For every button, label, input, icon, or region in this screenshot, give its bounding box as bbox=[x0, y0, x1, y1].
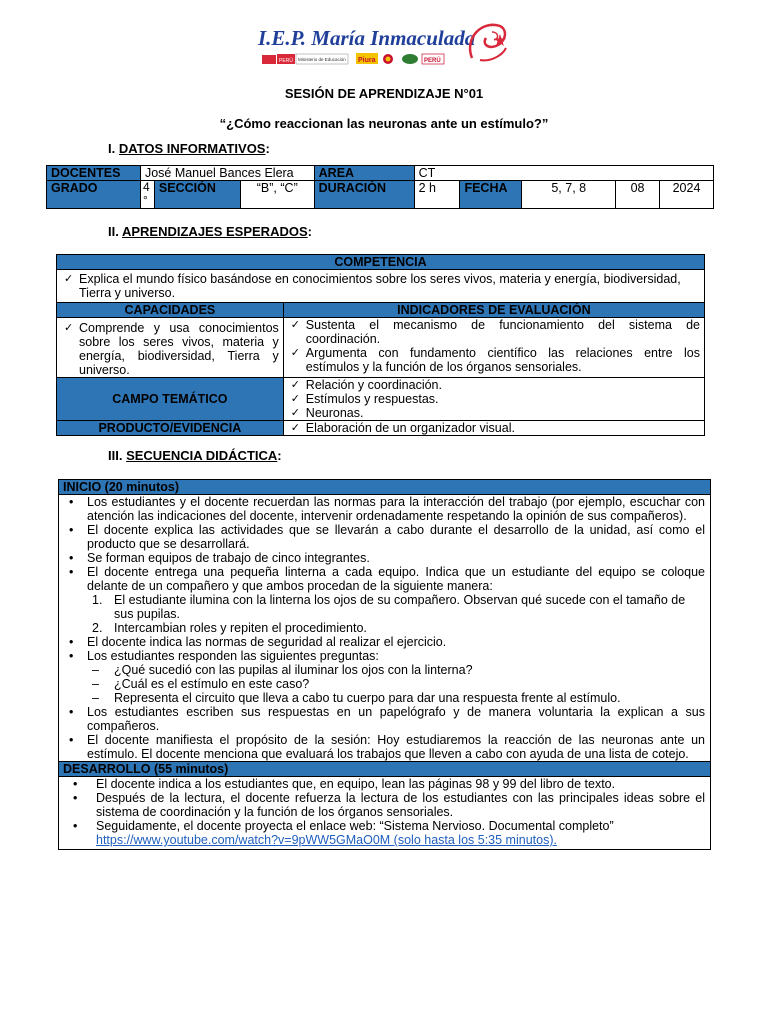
inicio-item: • El docente manifiesta el propósito de la sesión: Hoy estudiaremos la reacción de las neuronas ante un estímulo. El docente menciona que evaluará los trabajos que lleven a cabo con ayuda de una lista de cotejo. bbox=[64, 733, 705, 761]
campo-tematico-label: CAMPO TEMÁTICO bbox=[57, 378, 284, 421]
competencia-header: COMPETENCIA bbox=[57, 255, 705, 270]
competencia-text: ✓ Explica el mundo físico basándose en conocimientos sobre los seres vivos, materia y energía, biodiversidad, Tierra y universo. bbox=[61, 272, 700, 300]
producto-cell bbox=[283, 421, 704, 436]
area-value: CT bbox=[414, 166, 713, 181]
peru-label: PERÚ bbox=[279, 58, 293, 64]
inicio-item: • El docente explica las actividades que se llevarán a cabo durante el desarrollo de la unidad, así como el producto que se desarrollará. bbox=[64, 523, 705, 551]
capacidad-text: ✓ Comprende y usa conocimientos sobre los seres vivos, materia y energía, biodiversidad, Tierra y universo. bbox=[61, 321, 279, 377]
minedu-label: Ministerio de Educación bbox=[298, 57, 346, 62]
inicio-item: • Los estudiantes responden las siguientes preguntas: bbox=[64, 649, 705, 663]
peru-brand-label: PERÚ bbox=[424, 58, 441, 64]
campo-item: ✓ Neuronas. bbox=[288, 406, 700, 420]
docentes-value: José Manuel Bances Elera bbox=[140, 166, 314, 181]
campo-item: ✓ Estímulos y respuestas. bbox=[288, 392, 700, 406]
session-question: “¿Cómo reaccionan las neuronas ante un estímulo?” bbox=[219, 116, 549, 131]
inicio-item: • El docente entrega una pequeña linterna a cada equipo. Indica que un estudiante del equipo se coloque delante de un compañero y que ambos procedan de la siguiente manera: bbox=[64, 565, 705, 593]
secuencia-table bbox=[58, 479, 711, 850]
desarrollo-item: • Después de la lectura, el docente refuerza la lectura de los estudiantes con las principales ideas sobre el sistema de coordinación y la función de los órganos sensoriales. bbox=[64, 791, 705, 819]
piura-label: Piura bbox=[358, 57, 376, 64]
section-label: SECUENCIA DIDÁCTICA bbox=[126, 448, 278, 463]
school-name: I.E.P. María Inmaculada bbox=[258, 26, 476, 50]
desarrollo-item: • El docente indica a los estudiantes que, en equipo, lean las páginas 98 y 99 del libro de texto. bbox=[64, 777, 705, 791]
area-label: AREA bbox=[314, 166, 414, 181]
producto-label: PRODUCTO/EVIDENCIA bbox=[57, 421, 284, 436]
pregunta-item: – Representa el circuito que lleva a cabo tu cuerpo para dar una respuesta frente al estímulo. bbox=[64, 691, 705, 705]
competencia-cell bbox=[57, 270, 705, 303]
institution-logos bbox=[262, 52, 452, 64]
indicador-item: ✓ Argumenta con fundamento científico las relaciones entre los estímulos y la función de los órganos sensoriales. bbox=[288, 346, 700, 374]
seccion-value: “B”, “C” bbox=[240, 181, 314, 209]
aprendizajes-table bbox=[56, 254, 705, 436]
datos-informativos-table bbox=[46, 165, 714, 209]
seccion-label: SECCIÓN bbox=[154, 181, 240, 209]
capacidad-cell bbox=[57, 318, 284, 378]
pregunta-item: – ¿Qué sucedió con las pupilas al iluminar los ojos con la linterna? bbox=[64, 663, 705, 677]
indicador-item: ✓ Sustenta el mecanismo de funcionamiento del sistema de coordinación. bbox=[288, 318, 700, 346]
grado-value: 4 ° bbox=[140, 181, 154, 209]
indicadores-cell bbox=[283, 318, 704, 378]
numbered-step: 2. Intercambian roles y repiten el procedimiento. bbox=[92, 621, 367, 635]
section-label: APRENDIZAJES ESPERADOS bbox=[121, 224, 308, 239]
section-heading-datos: I. DATOS INFORMATIVOS: bbox=[108, 141, 270, 156]
section-number: II. bbox=[108, 224, 119, 239]
producto-text: ✓ Elaboración de un organizador visual. bbox=[288, 421, 700, 435]
pregunta-item: – ¿Cuál es el estímulo en este caso? bbox=[64, 677, 705, 691]
star-icon bbox=[494, 34, 506, 46]
numbered-step: 1. El estudiante ilumina con la linterna los ojos de su compañero. Observan qué sucede con el tamaño de sus pupilas. bbox=[92, 593, 686, 621]
inicio-item: • El docente indica las normas de seguridad al realizar el ejercicio. bbox=[64, 635, 705, 649]
fecha-year: 2024 bbox=[660, 181, 714, 209]
section-label: DATOS INFORMATIVOS bbox=[118, 141, 266, 156]
duracion-label: DURACIÓN bbox=[314, 181, 414, 209]
desarrollo-cell bbox=[59, 777, 711, 850]
section-heading-secuencia: III. SECUENCIA DIDÁCTICA: bbox=[108, 448, 282, 463]
inicio-header: INICIO (20 minutos) bbox=[59, 480, 711, 495]
desarrollo-header: DESARROLLO (55 minutos) bbox=[59, 762, 711, 777]
fecha-day: 5, 7, 8 bbox=[522, 181, 616, 209]
section-number: III. bbox=[108, 448, 123, 463]
duracion-value: 2 h bbox=[414, 181, 460, 209]
desarrollo-item: • Seguidamente, el docente proyecta el enlace web: “Sistema Nervioso. Documental completo” https://www.youtube.com/watch?v=9pWW5GMaO0M (solo hasta los 5:35 minutos). bbox=[64, 819, 705, 847]
capacidades-header: CAPACIDADES bbox=[57, 303, 284, 318]
fecha-month: 08 bbox=[616, 181, 660, 209]
inicio-item: • Los estudiantes escriben sus respuestas en un papelógrafo y de manera voluntaria la explican a sus compañeros. bbox=[64, 705, 705, 733]
page-title: SESIÓN DE APRENDIZAJE N°01 bbox=[284, 86, 484, 101]
inicio-item: • Se forman equipos de trabajo de cinco integrantes. bbox=[64, 551, 705, 565]
section-number: I. bbox=[108, 141, 116, 156]
section-heading-aprendizajes: II. APRENDIZAJES ESPERADOS: bbox=[108, 224, 312, 239]
grado-label: GRADO bbox=[47, 181, 141, 209]
inicio-cell bbox=[59, 495, 711, 762]
campo-item: ✓ Relación y coordinación. bbox=[288, 378, 700, 392]
video-link[interactable]: https://www.youtube.com/watch?v=9pWW5GMaO0M (solo hasta los 5:35 minutos). bbox=[96, 833, 557, 847]
indicadores-header: INDICADORES DE EVALUACIÓN bbox=[283, 303, 704, 318]
docentes-label: DOCENTES bbox=[47, 166, 141, 181]
inicio-item: • Los estudiantes y el docente recuerdan las normas para la interacción del trabajo (por ejemplo, escuchar con atención las indicaciones del docente, intervenir ordenadamente respetando la opinión de sus compañeros). bbox=[64, 495, 705, 523]
campo-tematico-cell bbox=[283, 378, 704, 421]
fecha-label: FECHA bbox=[460, 181, 522, 209]
